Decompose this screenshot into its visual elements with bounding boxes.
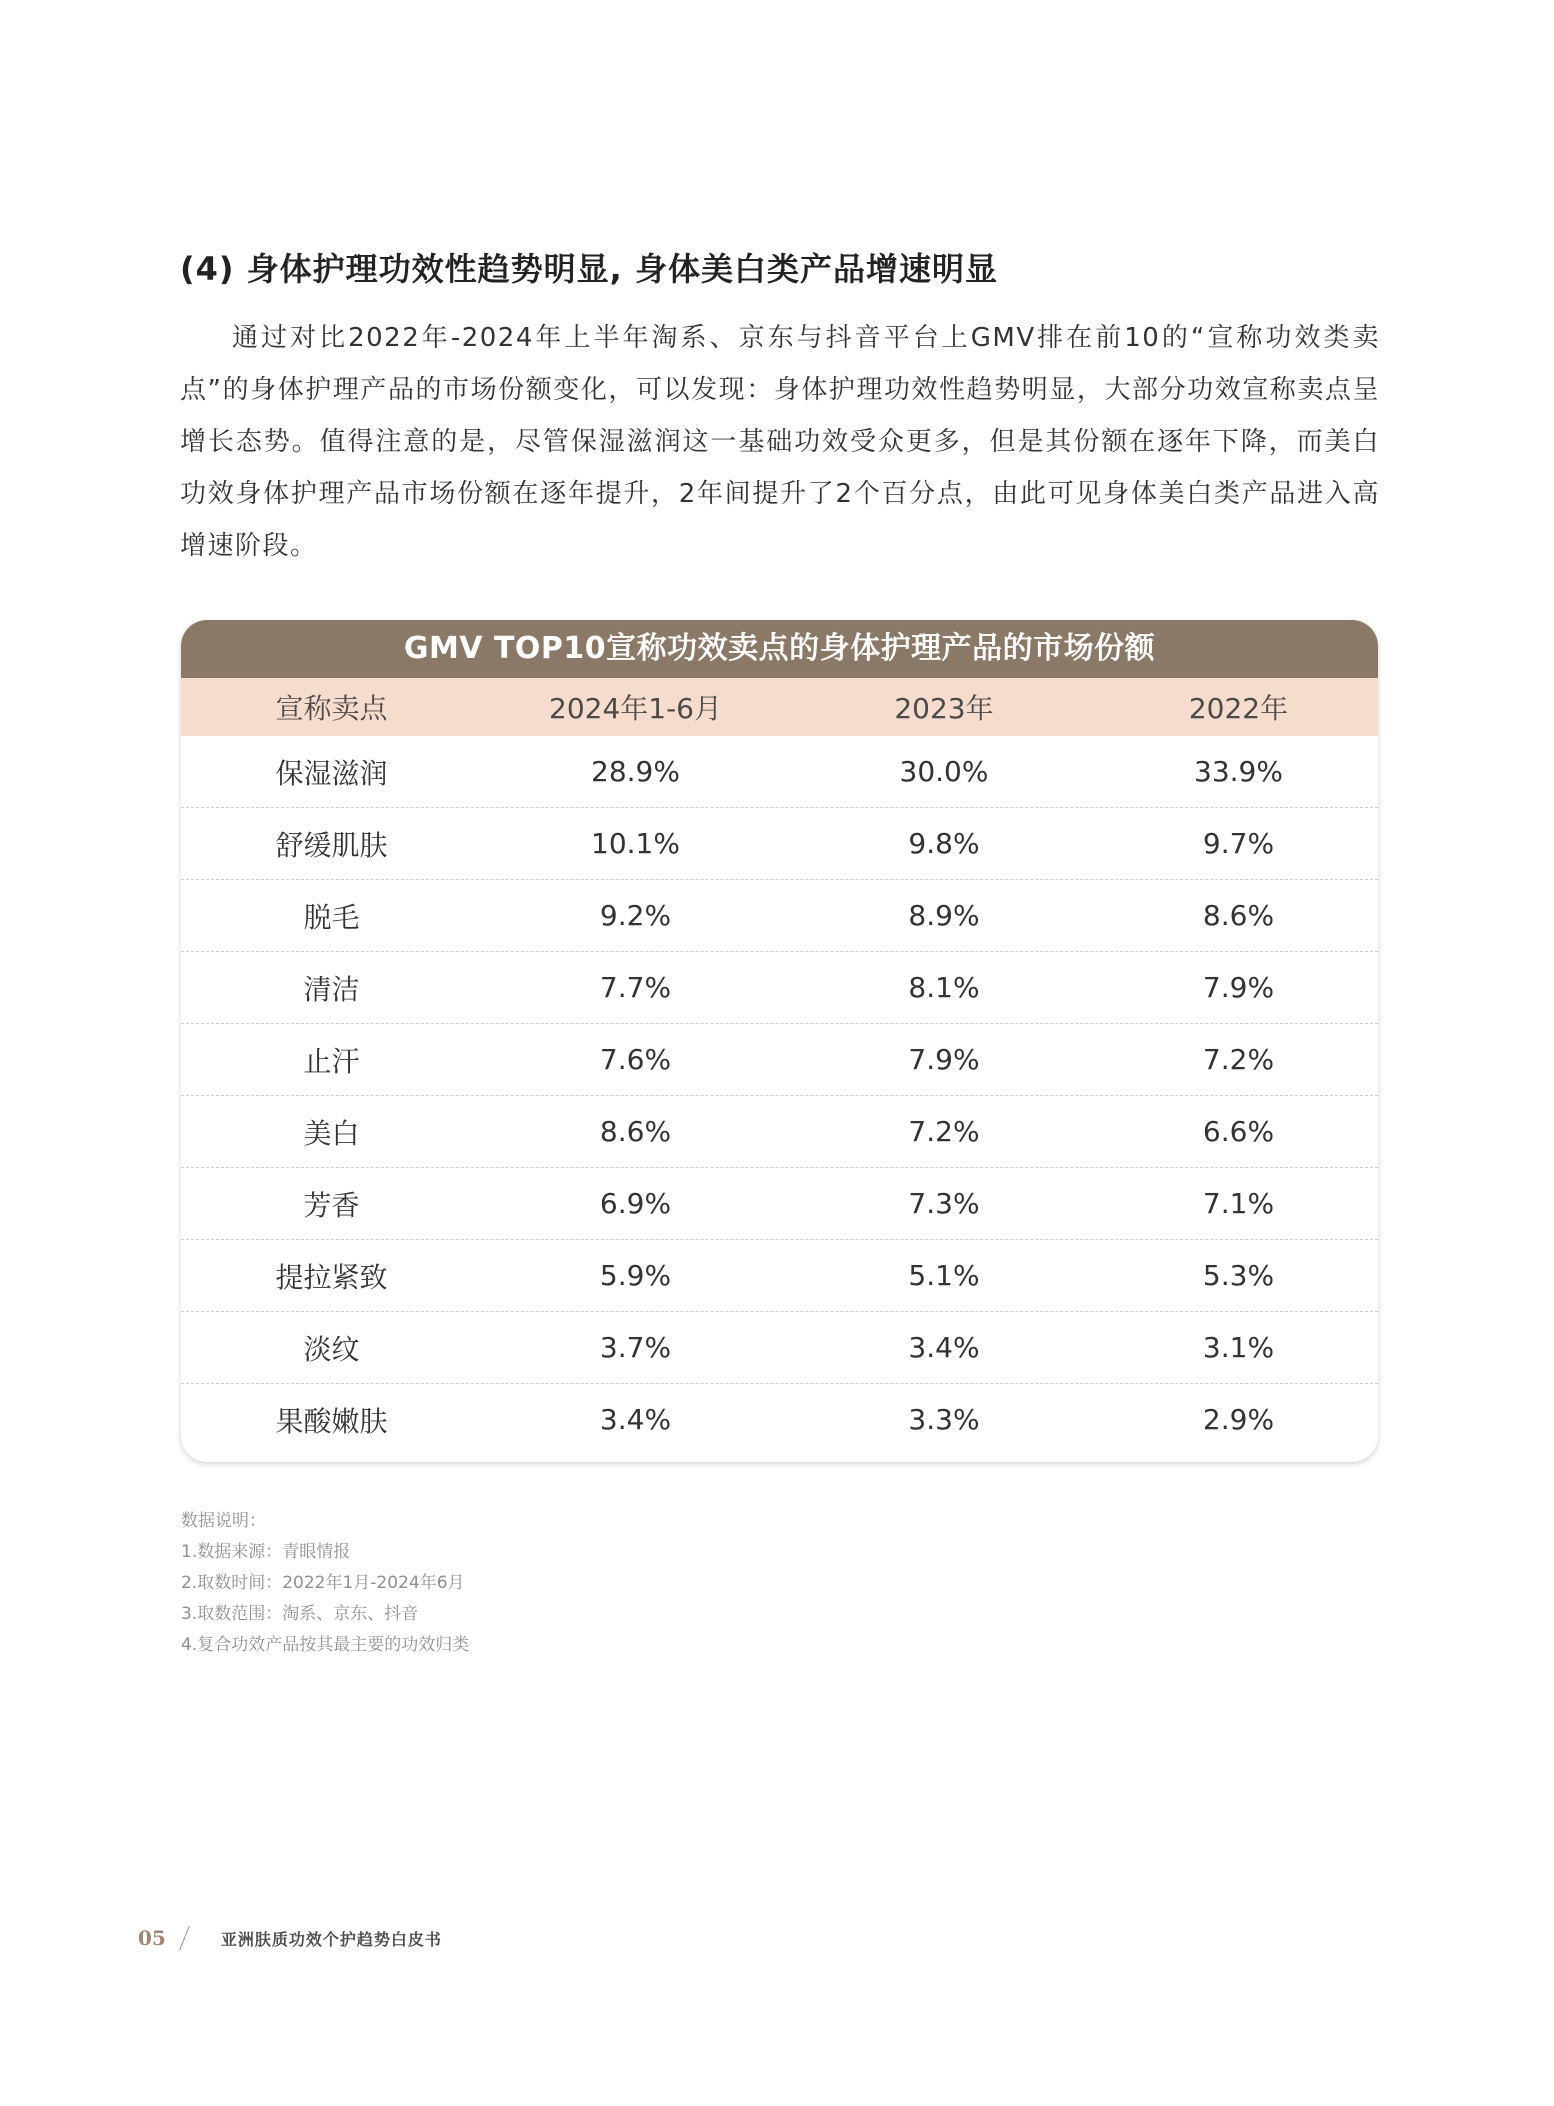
table-header [181, 678, 1378, 736]
table-row [181, 808, 1378, 880]
row-value-2024h1: 7.6% [599, 1043, 672, 1076]
footer-divider [179, 1926, 190, 1950]
row-value-2024h1: 28.9% [591, 755, 680, 788]
row-claim: 脱毛 [303, 900, 360, 934]
row-value-2022: 5.3% [1202, 1259, 1275, 1292]
row-value-2023: 3.4% [908, 1331, 980, 1364]
row-value-2023: 30.0% [899, 755, 989, 788]
intro-paragraph: 通过对比2022年-2024年上半年淘系、京东与抖音平台上GMV排在前10的“宣称功效类卖点”的身体护理产品的市场份额变化，可以发现：身体护理功效性趋势明显，大部分功效宣称卖点呈增长态势。值得注意的是，尽管保湿滋润这一基础功效受众更多，但是其份额在逐年下降，而美白功效身体护理产品市场份额在逐年提升，2年间提升了2个百分点，由此可见身体美白类产品进入高增速阶段。 [180, 323, 1380, 561]
row-value-2024h1: 5.9% [599, 1259, 672, 1292]
table-row [181, 1240, 1378, 1312]
row-value-2024h1: 8.6% [599, 1115, 672, 1148]
market-share-table [181, 620, 1378, 1462]
row-value-2024h1: 3.4% [599, 1403, 672, 1436]
row-value-2022: 7.9% [1202, 971, 1275, 1004]
row-value-2022: 3.1% [1202, 1331, 1275, 1364]
section-heading: (4) 身体护理功效性趋势明显, 身体美白类产品增速明显 [180, 250, 998, 288]
table-row [181, 1096, 1378, 1168]
header-2023: 2023年 [894, 692, 994, 725]
row-value-2022: 33.9% [1194, 755, 1283, 788]
header-claim: 宣称卖点 [275, 692, 388, 725]
row-claim: 止汗 [303, 1044, 360, 1078]
notes-title: 数据说明： [181, 1511, 266, 1531]
row-value-2024h1: 7.7% [599, 971, 672, 1004]
row-claim: 舒缓肌肤 [275, 828, 388, 862]
row-claim: 芳香 [303, 1188, 360, 1222]
row-value-2024h1: 10.1% [591, 827, 680, 860]
row-claim: 清洁 [303, 972, 360, 1006]
table-row [181, 1384, 1378, 1455]
header-2022: 2022年 [1188, 692, 1289, 725]
table-row [181, 736, 1378, 808]
row-value-2023: 7.3% [908, 1187, 980, 1220]
header-2024h1: 2024年1-6月 [549, 692, 722, 725]
note-source: 1.数据来源：青眼情报 [181, 1542, 351, 1562]
row-value-2022: 7.2% [1202, 1043, 1275, 1076]
row-value-2022: 8.6% [1202, 899, 1275, 932]
page-number: 05 [138, 1926, 166, 1950]
note-scope: 3.取数范围：淘系、京东、抖音 [181, 1604, 419, 1624]
row-value-2024h1: 9.2% [599, 899, 672, 932]
note-period: 2.取数时间：2022年1月-2024年6月 [181, 1573, 465, 1593]
row-value-2024h1: 3.7% [599, 1331, 672, 1364]
data-notes [181, 1506, 469, 1661]
report-title: 亚洲肤质功效个护趋势白皮书 [220, 1929, 442, 1949]
row-value-2022: 2.9% [1202, 1403, 1275, 1436]
row-value-2024h1: 6.9% [599, 1187, 672, 1220]
table-row [181, 1024, 1378, 1096]
row-value-2023: 7.2% [908, 1115, 980, 1148]
row-value-2023: 8.9% [908, 899, 980, 932]
table-row [181, 1168, 1378, 1240]
row-claim: 果酸嫩肤 [275, 1404, 388, 1438]
table-row [181, 880, 1378, 952]
row-claim: 提拉紧致 [275, 1260, 388, 1294]
row-claim: 淡纹 [303, 1332, 360, 1366]
row-value-2023: 3.3% [908, 1403, 980, 1436]
table-title: GMV TOP10宣称功效卖点的身体护理产品的市场份额 [181, 620, 1378, 678]
note-classification: 4.复合功效产品按其最主要的功效归类 [181, 1635, 470, 1655]
table-row [181, 1312, 1378, 1384]
row-claim: 保湿滋润 [275, 756, 388, 790]
page-footer [138, 1926, 442, 1950]
table-row [181, 952, 1378, 1024]
row-claim: 美白 [303, 1116, 360, 1150]
row-value-2023: 9.8% [908, 827, 980, 860]
row-value-2023: 8.1% [908, 971, 980, 1004]
row-value-2022: 9.7% [1202, 827, 1275, 860]
row-value-2023: 5.1% [908, 1259, 980, 1292]
row-value-2022: 7.1% [1202, 1187, 1275, 1220]
row-value-2023: 7.9% [908, 1043, 980, 1076]
row-value-2022: 6.6% [1202, 1115, 1275, 1148]
